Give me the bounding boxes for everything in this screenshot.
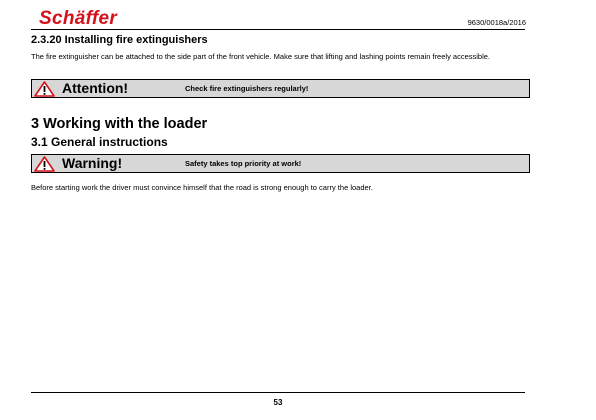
section-heading: 2.3.20 Installing fire extinguishers [31, 34, 208, 46]
attention-title: Attention! [62, 80, 129, 96]
header-divider [31, 29, 525, 30]
footer-divider [31, 392, 525, 393]
attention-message: Check fire extinguishers regularly! [185, 84, 309, 93]
warning-box [31, 154, 530, 173]
warning-triangle-icon [34, 156, 55, 172]
chapter-heading: 3 Working with the loader [31, 116, 208, 132]
chapter-subheading: 3.1 General instructions [31, 135, 168, 149]
body-paragraph: Before starting work the driver must convince himself that the road is strong enough to carry the loader. [31, 183, 373, 192]
brand-logo: Schäffer [39, 8, 118, 29]
warning-title: Warning! [62, 155, 123, 171]
page-number: 53 [273, 398, 283, 407]
document-number: 9630/0018a/2016 [467, 18, 526, 27]
warning-message: Safety takes top priority at work! [185, 159, 302, 168]
section-paragraph: The fire extinguisher can be attached to the side part of the front vehicle. Make sure that lifting and lashing points remain freely accessible. [31, 52, 491, 61]
attention-box [31, 79, 530, 98]
warning-triangle-icon [34, 81, 55, 97]
